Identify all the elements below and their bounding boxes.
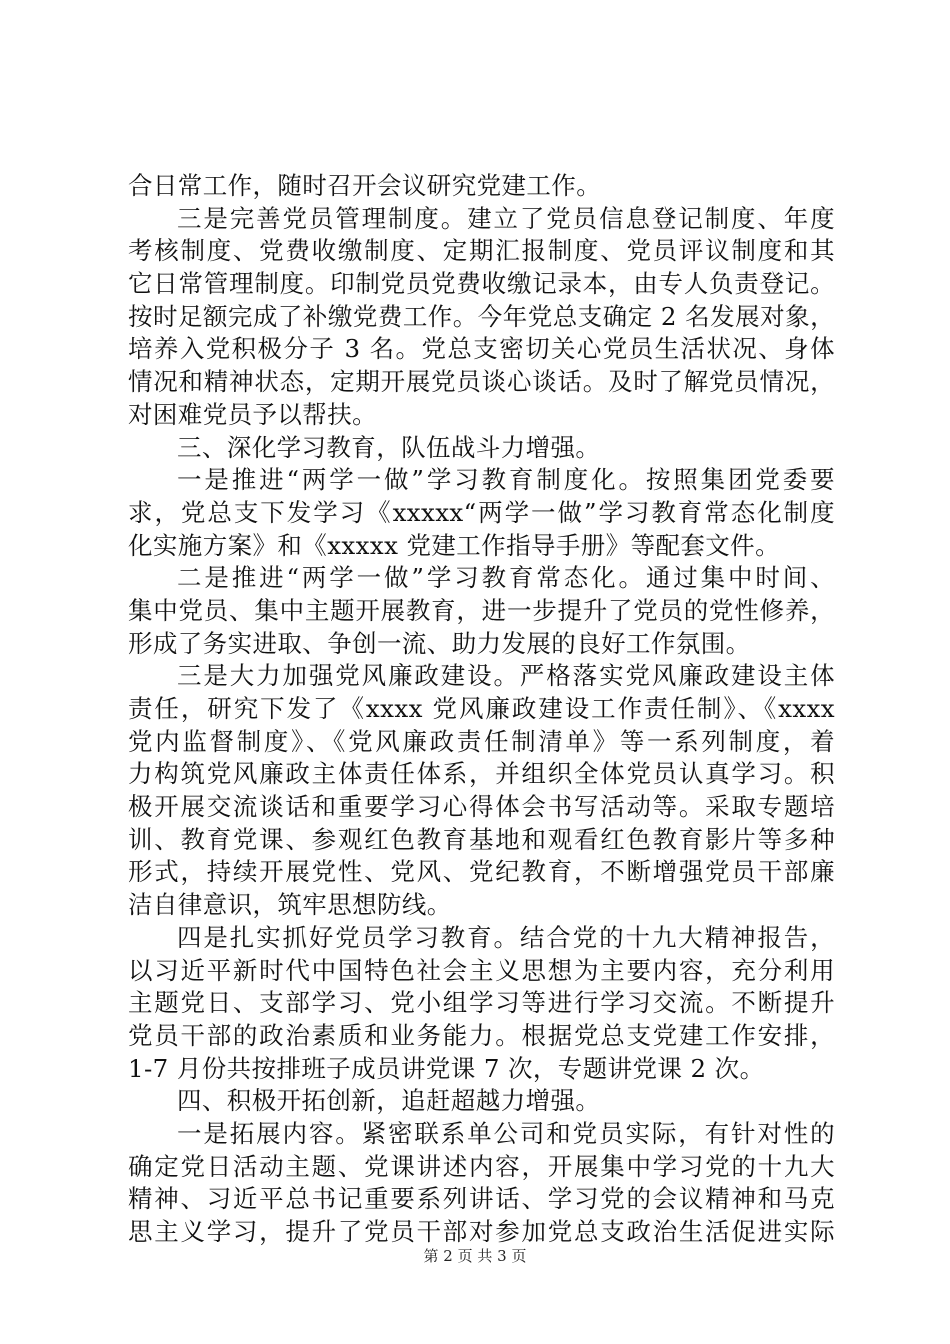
text-line: 四、积极开拓创新，追赶超越力增强。 [177,1086,601,1116]
text-line: 考核制度、党费收缴制度、定期汇报制度、党员评议制度和其 [128,236,835,266]
text-line: 二是推进“两学一做”学习教育常态化。通过集中时间、 [177,563,835,593]
text-line: 思主义学习，提升了党员干部对参加党总支政治生活促进实际 [128,1217,835,1246]
text-line: 党员干部的政治素质和业务能力。根据党总支党建工作安排， [128,1020,835,1050]
text-line: 一是拓展内容。紧密联系单公司和党员实际，有针对性的 [177,1118,835,1148]
text-line: 它日常管理制度。印制党员党费收缴记录本，由专人负责登记。 [128,269,835,299]
text-line: 形成了务实进取、争创一流、助力发展的良好工作氛围。 [128,628,751,658]
text-line: 对困难党员予以帮扶。 [128,399,377,429]
text-line: 训、教育党课、参观红色教育基地和观看红色教育影片等多种 [128,824,835,854]
text-line: 形式，持续开展党性、党风、党纪教育，不断增强党员干部廉 [128,857,835,887]
document-body [128,170,835,1249]
text-line: 确定党日活动主题、党课讲述内容，开展集中学习党的十九大 [128,1151,835,1181]
text-line: 培养入党积极分子 3 名。党总支密切关心党员生活状况、身体 [128,334,835,364]
text-line: 三是大力加强党风廉政建设。严格落实党风廉政建设主体 [177,661,835,691]
text-line: 三、深化学习教育，队伍战斗力增强。 [177,432,601,462]
text-line: 极开展交流谈话和重要学习心得体会书写活动等。采取专题培 [128,792,835,822]
text-line: 力构筑党风廉政主体责任体系，并组织全体党员认真学习。积 [128,759,835,789]
text-line: 洁自律意识，筑牢思想防线。 [128,890,452,920]
text-line: 责任，研究下发了《xxxx 党风廉政建设工作责任制》、《xxxx [128,694,835,723]
text-line: 三是完善党员管理制度。建立了党员信息登记制度、年度 [177,203,835,233]
text-line: 合日常工作，随时召开会议研究党建工作。 [128,171,602,200]
text-line: 四是扎实抓好党员学习教育。结合党的十九大精神报告， [177,922,835,952]
text-line: 化实施方案》和《xxxxx 党建工作指导手册》等配套文件。 [128,530,780,560]
text-line: 以习近平新时代中国特色社会主义思想为主要内容，充分利用 [128,955,835,985]
text-line: 1-7 月份共按排班子成员讲党课 7 次，专题讲党课 2 次。 [128,1053,765,1083]
text-line: 集中党员、集中主题开展教育，进一步提升了党员的党性修养， [128,595,835,625]
text-line: 精神、习近平总书记重要系列讲话、学习党的会议精神和马克 [128,1184,835,1214]
text-line: 主题党日、支部学习、党小组学习等进行学习交流。不断提升 [128,988,835,1018]
text-line: 情况和精神状态，定期开展党员谈心谈话。及时了解党员情况， [128,367,835,397]
text-line: 求，党总支下发学习《xxxxx“两学一做”学习教育常态化制度 [128,497,835,527]
text-line: 一是推进“两学一做”学习教育制度化。按照集团党委要 [177,465,835,495]
text-line: 按时足额完成了补缴党费工作。今年党总支确定 2 名发展对象， [128,301,835,331]
text-line: 党内监督制度》、《党风廉政责任制清单》等一系列制度，着 [128,726,835,756]
page-footer: 第 2 页 共 3 页 [423,1247,527,1265]
